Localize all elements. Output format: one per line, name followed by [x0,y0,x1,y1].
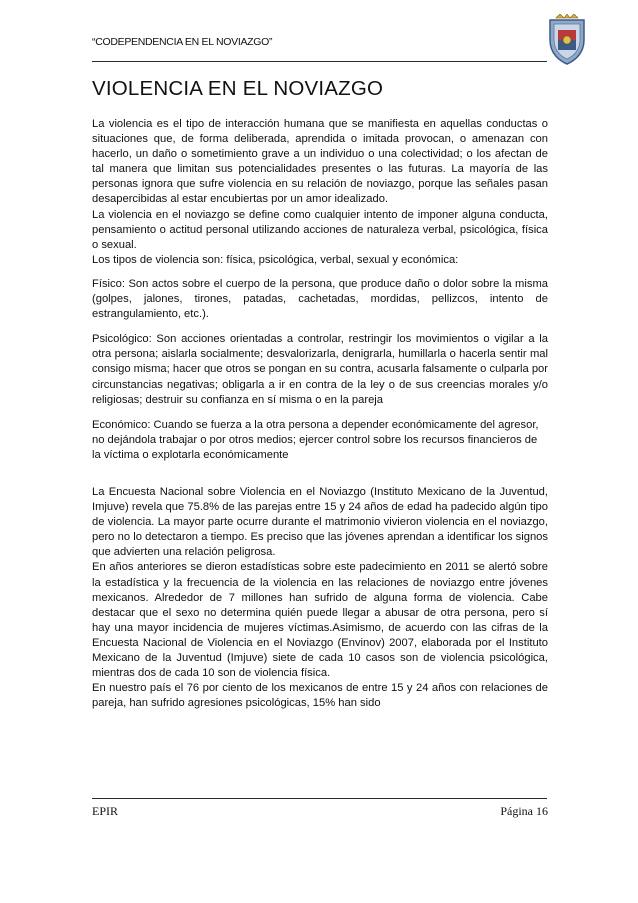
paragraph-noviazgo-definition: La violencia en el noviazgo se define como cualquier intento de imponer alguna conducta, pensamiento o actitud personal utilizando acciones de naturaleza verbal, psicológica, física o sexual. [92,208,548,251]
spacer [92,408,548,418]
paragraph-psicologico: Psicológico: Son acciones orientadas a controlar, restringir los movimientos o vigilar a la otra persona; aislarla socialmente; desvalorizarla, denigrarla, humillarla o hacerla sentir mal consigo misma; hacer que otros se pongan en su contra, acusarla falsamente o culparla por circunstancias negativas; obligarla a ir en contra de la ley o de sus creencias morales y/o religiosas; destruir su confianza en sí misma o en la pareja [92,333,548,406]
paragraph-pais: En nuestro país el 76 por ciento de los mexicanos de entre 15 y 24 años con relaciones de pareja, han sufrido agresiones psicológicas, 15% han sido [92,682,548,710]
header-rule [92,61,547,62]
running-header: “CODEPENDENCIA EN EL NOVIAZGO” [92,36,273,48]
spacer [92,463,548,485]
page-number: Página 16 [500,804,548,818]
page-title: VIOLENCIA EN EL NOVIAZGO [92,77,384,100]
body-text [92,117,548,711]
paragraph-fisico: Físico: Son actos sobre el cuerpo de la persona, que produce daño o dolor sobre la misma (golpes, jalones, tirones, patadas, cachetadas, mordidas, pellizcos, intento de estrangulamiento, etc.). [92,277,548,321]
spacer [92,322,548,332]
paragraph-definition: La violencia es el tipo de interacción humana que se manifiesta en aquellas conductas o situaciones que, de forma deliberada, aprendida o imitada provocan, o amenazan con hacerlo, un daño o sometimiento grave a un individuo o una colectividad; o los afectan de tal manera que limitan sus potencialidades presentes o las futuras. La mayoría de las personas ignora que sufre violencia en su relación de noviazgo, porque las señales pasan desapercibidas al estar encubiertas por un amor idealizado. [92,118,548,206]
footer-institution: EPIR [92,804,119,818]
paragraph-types: Los tipos de violencia son: física, psicológica, verbal, sexual y económica: [92,253,459,266]
paragraph-economico: Económico: Cuando se fuerza a la otra persona a depender económicamente del agresor, no dejándola trabajar o por otros medios; ejercer control sobre los recursos financieros de la víctima o explotarla económicamente [92,418,539,461]
paragraph-encuesta: La Encuesta Nacional sobre Violencia en el Noviazgo (Instituto Mexicano de la Juventud, Imjuve) revela que 75.8% de las parejas entre 15 y 24 años de edad ha padecido algún tipo de violencia. La mayor parte ocurre durante el matrimonio vivieron violencia en el noviazgo, pero no lo detectaron a tiempo. Es preciso que las jóvenes aprendan a identificar los signos que advierten una relación peligrosa. [92,485,548,559]
university-seal-icon [546,14,588,66]
spacer [92,268,548,277]
paragraph-estadisticas: En años anteriores se dieron estadísticas sobre este padecimiento en 2011 se alertó sobre la estadística y la frecuencia de la violencia en las relaciones de noviazgo entre jóvenes mexicanos. Alrededor de 7 millones han sufrido de alguna forma de violencia. Cabe destacar que el sexo no determina quién puede llegar a abusar de otra persona, pero sí hay una mayor incidencia de mujeres víctimas.Asimismo, de acuerdo con las cifras de la Encuesta Nacional de Violencia en el Noviazgo (Envinov) 2007, elaborada por el Instituto Mexicano de la Juventud (Imjuve) siete de cada 10 casos son de violencia psicológica, mientras dos de cada 10 son de violencia física. [92,561,548,680]
footer-rule [92,798,547,799]
